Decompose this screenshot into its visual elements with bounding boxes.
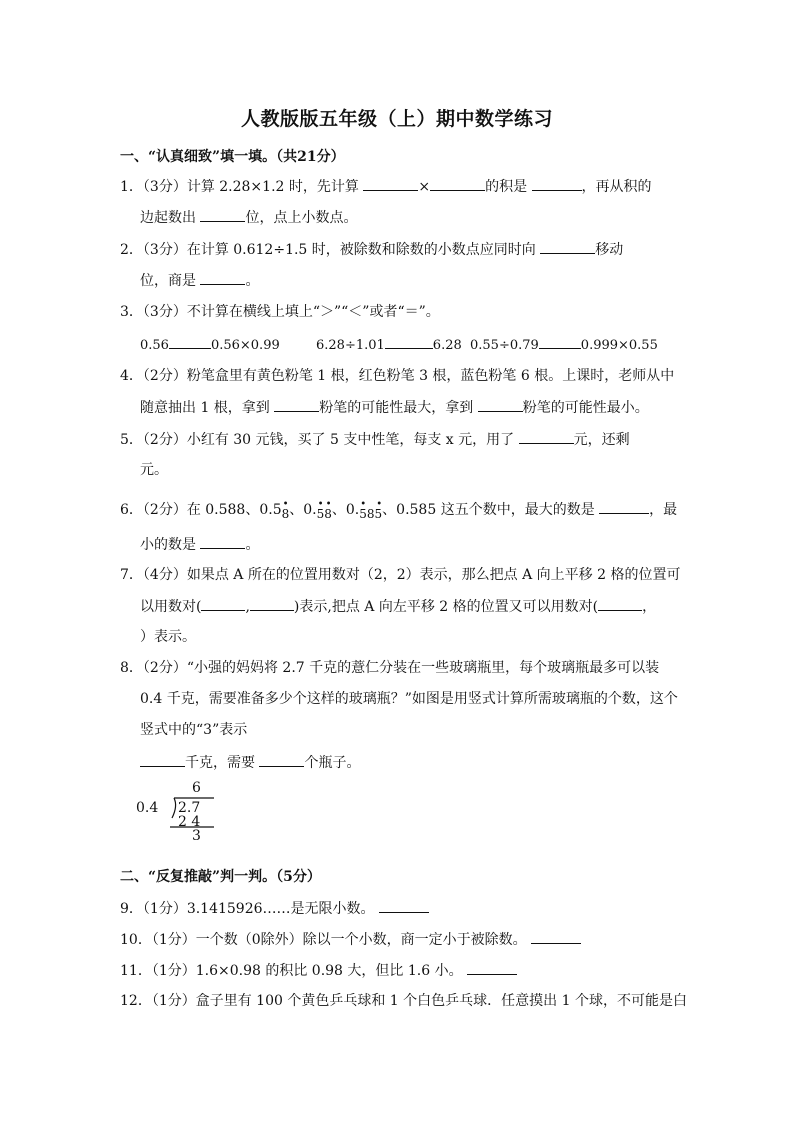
division-dividend: 2.7: [178, 800, 201, 816]
q1-text-a: 1．（3分）计算 2.28×1.2 时，先计算: [120, 179, 364, 195]
cmp2-right: 6.28: [432, 338, 462, 353]
cmp2-left: 6.28÷1.01: [316, 338, 385, 353]
compare-item-1: [140, 334, 280, 353]
rd3-rep: [359, 499, 383, 521]
answer-blank[interactable]: [599, 499, 649, 514]
rd1-rep: [281, 499, 290, 521]
question-2-line-1: [120, 239, 680, 260]
question-4-line-1: 4．（2分）粉笔盒里有黄色粉笔 1 根，红色粉笔 3 根，蓝色粉笔 6 根。上课时，老师从中: [120, 368, 675, 384]
answer-blank[interactable]: [539, 334, 581, 349]
answer-blank[interactable]: [274, 397, 319, 412]
answer-blank[interactable]: [200, 534, 245, 549]
question-1-line-1: [120, 176, 680, 197]
question-10: [120, 929, 680, 950]
q4-text-c: 粉笔的可能性最小。: [522, 400, 649, 416]
q6-text-e: 。: [245, 537, 260, 553]
answer-blank[interactable]: [598, 596, 642, 611]
q6-text-b: 、0.585 这五个数中，最大的数是: [382, 502, 600, 518]
division-product: 2 4: [178, 814, 201, 830]
answer-blank[interactable]: [379, 898, 429, 913]
answer-blank[interactable]: [200, 270, 245, 285]
cmp1-left: 0.56: [140, 338, 169, 353]
question-6-line-1: [120, 499, 680, 520]
repeating-decimal-2: [303, 500, 332, 520]
rd3-int: 0.: [345, 502, 360, 518]
repeat-dot: •: [282, 499, 289, 510]
question-7-line-1: 7．（4分）如果点 A 所在的位置用数对（2，2）表示，那么把点 A 向上平移 2 格的位置可: [120, 567, 681, 583]
division-quotient: 6: [192, 780, 201, 796]
compare-item-2: [316, 334, 462, 353]
question-4-line-2: [140, 397, 700, 418]
long-division-figure: [134, 780, 224, 845]
q8-text-a: 千克，需要: [185, 755, 260, 771]
q10-text: 10．（1分）一个数（0除外）除以一个小数，商一定小于被除数。: [120, 932, 527, 948]
repeat-dot: •: [360, 499, 367, 510]
q6-text-c: ，最: [649, 502, 678, 518]
rd2-rep-digits: 58: [316, 507, 332, 521]
answer-blank[interactable]: [385, 334, 433, 349]
question-8-line-2: 0.4 千克，需要准备多少个这样的玻璃瓶？”如图是用竖式计算所需玻璃瓶的个数，这个: [140, 691, 678, 707]
question-3-line-1: 3．（3分）不计算在横线上填上“＞”“＜”或者“＝”。: [120, 304, 440, 320]
question-12: 12．（1分）盒子里有 100 个黄色乒乓球和 1 个白色乒乓球．任意摸出 1 个球，不可能是白: [120, 993, 687, 1009]
question-6-line-2: [140, 534, 700, 555]
page-title: 人教版版五年级（上）期中数学练习: [240, 108, 553, 130]
answer-blank[interactable]: [169, 334, 211, 349]
question-5-line-2: 元。: [140, 462, 168, 478]
answer-blank[interactable]: [140, 752, 185, 767]
q2-text-c: 位，商是: [140, 273, 201, 289]
q6-sep: 、: [331, 502, 346, 518]
q7-text-a: 以用数对(: [140, 599, 202, 615]
question-7-line-2: [140, 596, 700, 617]
repeat-dot: •: [325, 499, 332, 510]
answer-blank[interactable]: [467, 960, 517, 975]
q2-text-a: 2．（3分）在计算 0.612÷1.5 时，被除数和除数的小数点应同时向: [120, 242, 541, 258]
rd3-rep-last: 5: [374, 507, 383, 521]
answer-blank[interactable]: [532, 176, 582, 191]
answer-blank[interactable]: [478, 397, 523, 412]
cmp3-left: 0.55÷0.79: [470, 338, 539, 353]
question-11: [120, 960, 680, 981]
q11-text: 11．（1分）1.6×0.98 的积比 0.98 大，但比 1.6 小。: [120, 963, 463, 979]
question-8-line-1: 8．（2分）“小强的妈妈将 2.7 千克的薏仁分装在一些玻璃瓶里，每个玻璃瓶最多可以装: [120, 660, 660, 676]
cmp1-right: 0.56×0.99: [210, 338, 280, 353]
q7-text-c: )表示,把点 A 向左平移 2 格的位置又可以用数对(: [293, 599, 599, 615]
q2-text-b: 移动: [595, 242, 624, 258]
answer-blank[interactable]: [519, 429, 574, 444]
repeat-dot: •: [376, 499, 383, 510]
q1-text-b: ×: [418, 179, 431, 195]
section-1-heading: 一、“认真细致”填一填。（共21分）: [120, 149, 345, 165]
q2-text-d: 。: [245, 273, 260, 289]
rd3-rep-digits: 58: [359, 507, 375, 521]
q1-text-c: 的积是: [485, 179, 532, 195]
rd2-int: 0.: [303, 502, 317, 518]
q7-text-b: ,: [245, 599, 250, 615]
q4-text-b: 粉笔的可能性最大，拿到: [319, 400, 478, 416]
question-8-line-3: 竖式中的“3”表示: [140, 722, 248, 738]
q7-text-d: ，: [642, 599, 657, 615]
q5-text-a: 5．（2分）小红有 30 元钱，买了 5 支中性笔，每支 x 元，用了: [120, 432, 519, 448]
answer-blank[interactable]: [430, 176, 485, 191]
division-remainder: 3: [192, 828, 201, 844]
section-2-heading: 二、“反复推敲”判一判。（5分）: [120, 869, 321, 885]
q1-text-e: 边起数出: [140, 210, 201, 226]
rd2-rep: [316, 499, 332, 521]
repeat-dot: •: [317, 499, 324, 510]
question-1-line-2: [140, 207, 700, 228]
question-9: [120, 898, 680, 919]
answer-blank[interactable]: [259, 752, 304, 767]
q5-text-b: 元，还剩: [573, 432, 630, 448]
question-2-line-2: [140, 270, 700, 291]
cmp3-right: 0.999×0.55: [580, 338, 658, 353]
q4-text-a: 随意抽出 1 根，拿到: [140, 400, 275, 416]
answer-blank[interactable]: [200, 207, 245, 222]
q8-text-b: 个瓶子。: [304, 755, 361, 771]
q9-text: 9．（1分）3.1415926……是无限小数。: [120, 901, 375, 917]
question-7-line-3: ）表示。: [140, 629, 196, 645]
answer-blank[interactable]: [250, 596, 294, 611]
question-5-line-1: [120, 429, 680, 450]
answer-blank[interactable]: [531, 929, 581, 944]
q6-sep: 、: [289, 502, 304, 518]
q6-text-a: 6．（2分）在 0.588、: [120, 502, 260, 518]
q1-text-d: ，再从积的: [581, 179, 652, 195]
rd1-rep-digit: 8: [281, 507, 290, 521]
answer-blank[interactable]: [540, 239, 595, 254]
repeating-decimal-3: [346, 500, 382, 520]
answer-blank[interactable]: [363, 176, 418, 191]
rd1-int: 0.5: [259, 502, 282, 518]
answer-blank[interactable]: [201, 596, 245, 611]
compare-item-3: [470, 334, 658, 353]
repeating-decimal-1: [259, 500, 289, 520]
q1-text-f: 位，点上小数点。: [245, 210, 358, 226]
q6-text-d: 小的数是: [140, 537, 201, 553]
division-divisor: 0.4: [136, 800, 159, 816]
question-8-line-4: [140, 752, 700, 773]
